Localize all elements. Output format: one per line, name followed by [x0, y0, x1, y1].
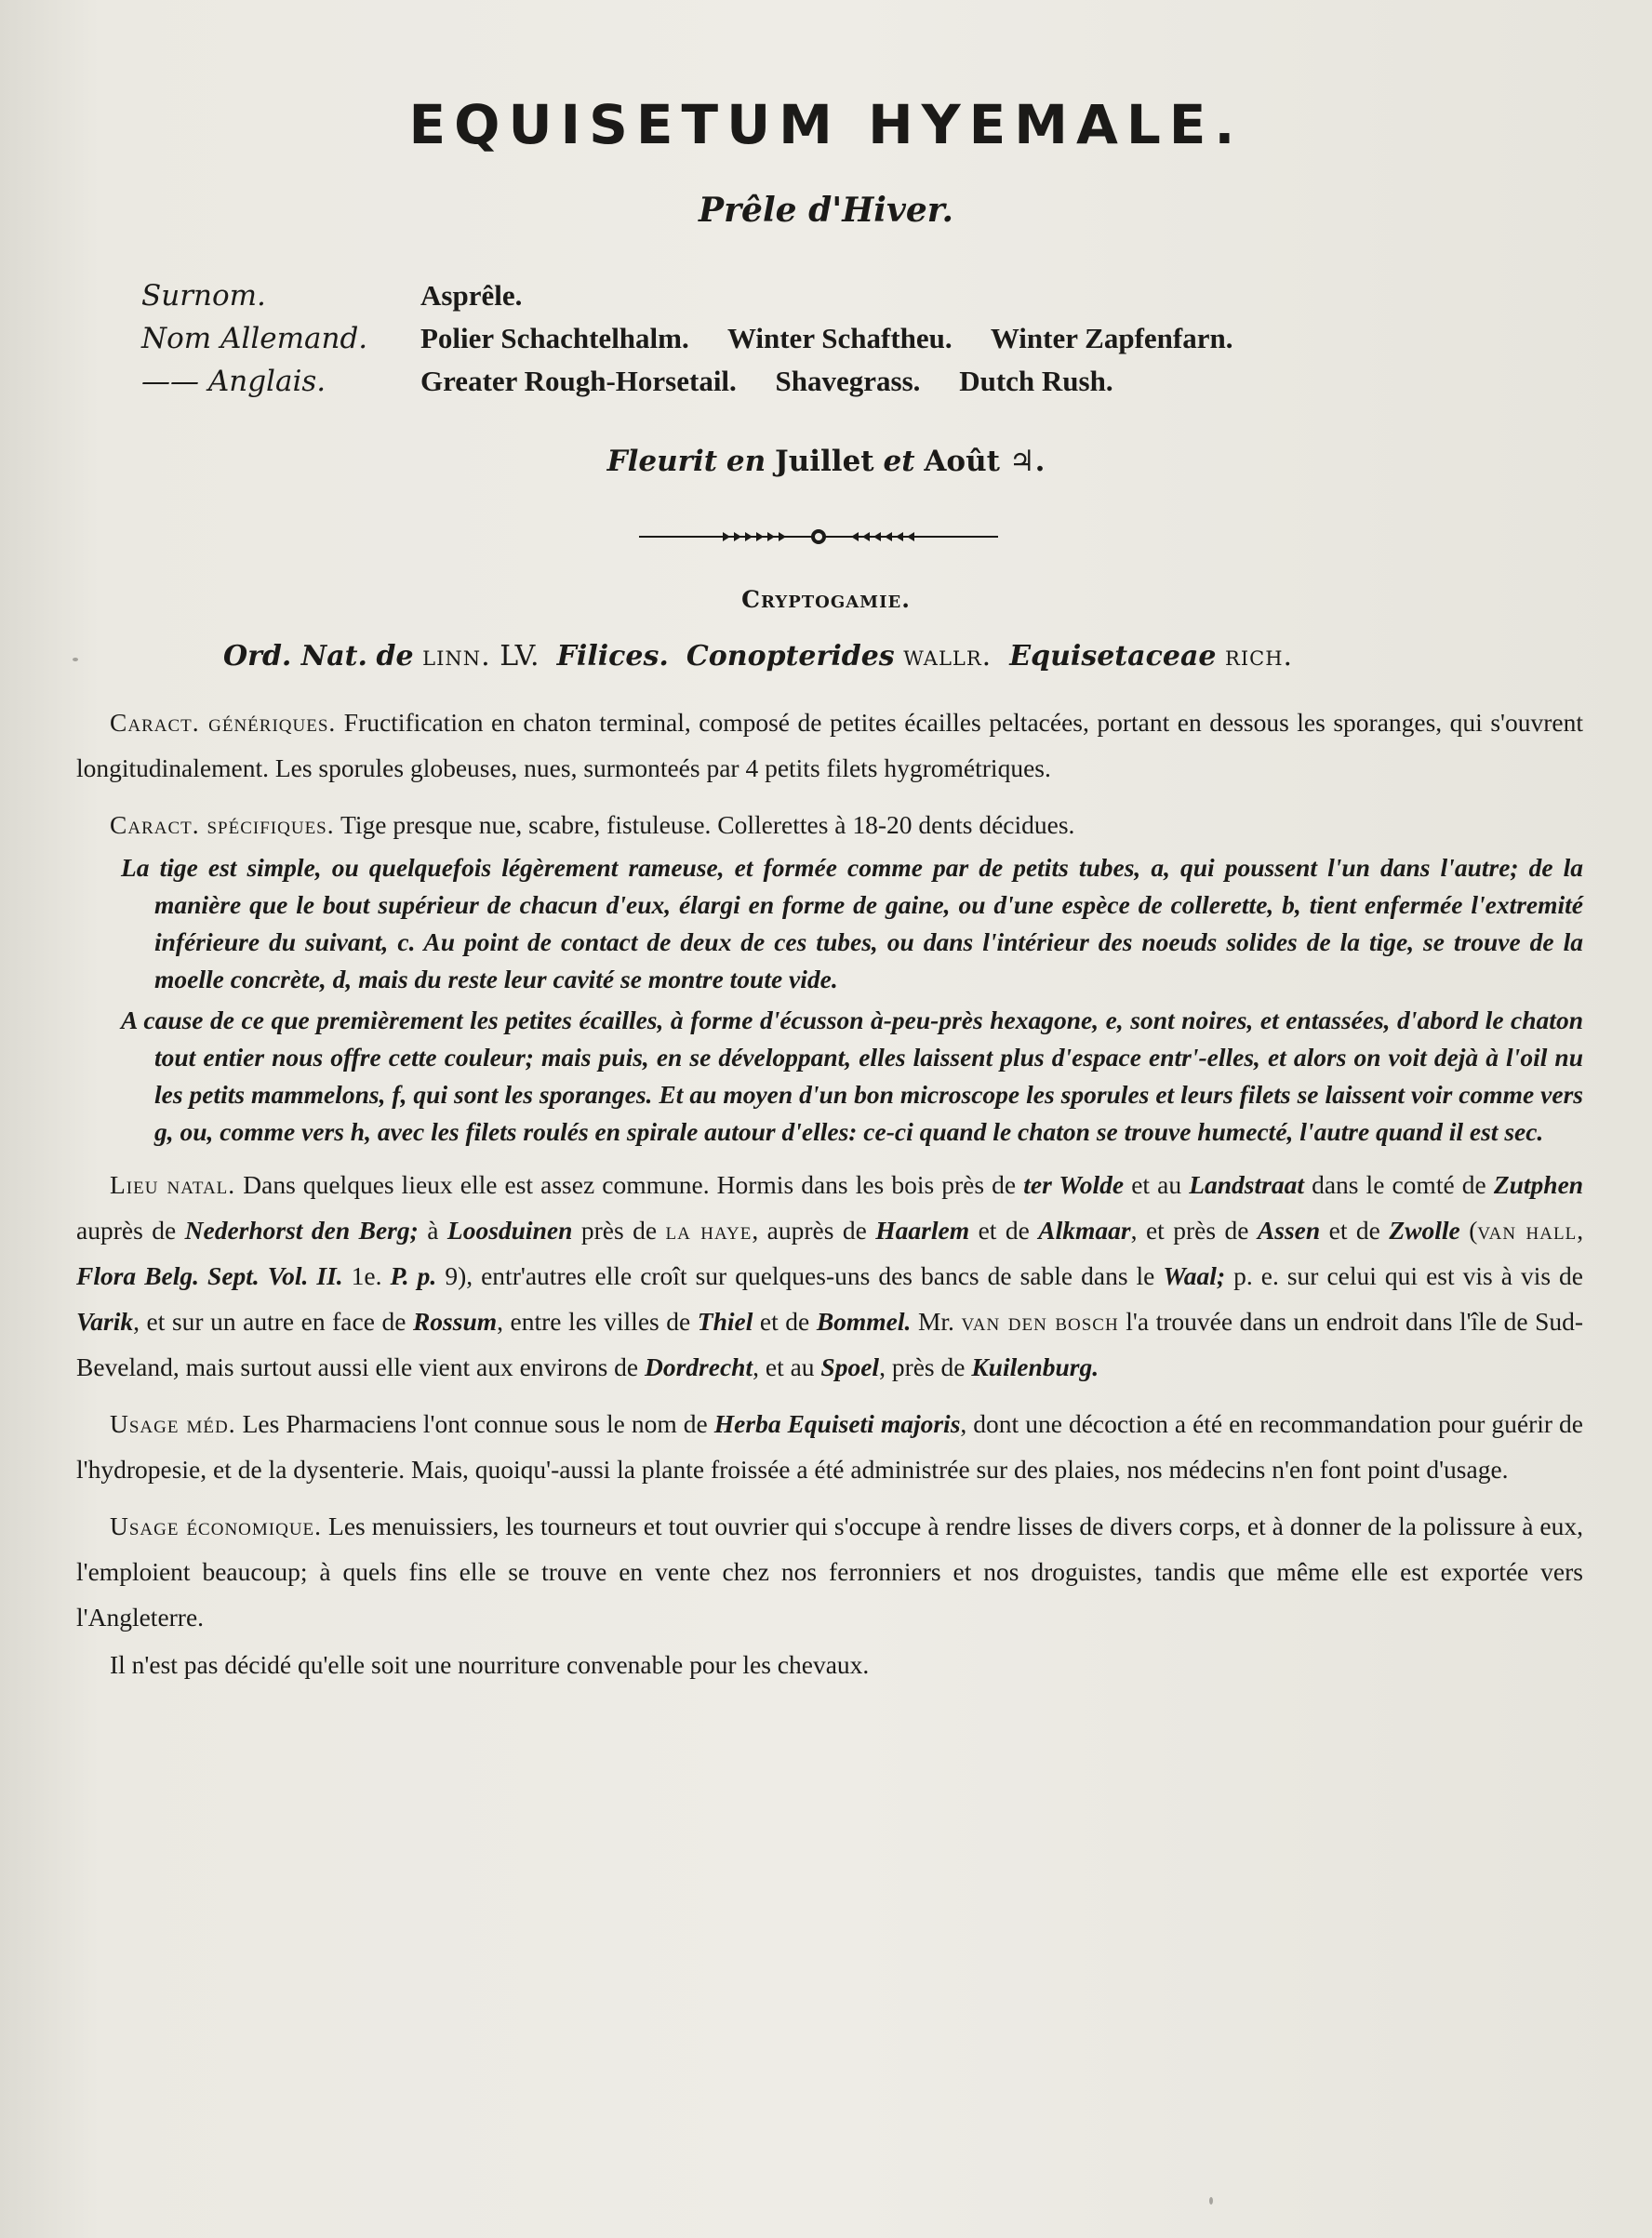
- text-run: près de: [580, 1216, 658, 1245]
- name-value: Shavegrass.: [775, 365, 921, 397]
- place-name: Spoel: [820, 1352, 880, 1381]
- taxon-equisetaceae: Equisetaceae: [1009, 640, 1217, 673]
- names-row: [141, 279, 1537, 322]
- text-run: ,: [1577, 1216, 1584, 1245]
- flowering-month: Août: [924, 445, 1000, 478]
- author-wallr: wallr.: [903, 640, 993, 673]
- economic-use-paragraph: [76, 1503, 1583, 1640]
- place-name: Zutphen: [1493, 1170, 1584, 1199]
- text-run: et de: [1328, 1216, 1380, 1245]
- text-run: 9), entr'autres elle croît sur quelques-uns des bancs de sable dans le: [445, 1261, 1155, 1290]
- paragraph-lead: Caract. spécifiques.: [110, 810, 335, 839]
- author-linn: linn.: [422, 640, 491, 673]
- flowering-prefix: Fleurit: [606, 445, 718, 478]
- names-label: Surnom.: [141, 279, 266, 313]
- flowering-et: et: [883, 445, 915, 478]
- place-name: Assen: [1257, 1216, 1321, 1245]
- reference-title: Flora Belg. Sept. Vol. II.: [76, 1261, 343, 1290]
- generic-characters-paragraph: [76, 699, 1583, 791]
- names-values: [420, 322, 1537, 365]
- text-run: Les Pharmaciens l'ont connue sous le nom de: [242, 1409, 708, 1438]
- drug-name: Herba Equiseti majoris: [713, 1409, 961, 1438]
- description-body: [76, 699, 1583, 1698]
- names-row: [141, 365, 1537, 407]
- text-run: , dont une décoction a été en recommandation pour guérir de l'hydropesie, et de la dysenterie. Mais, quoiqu'-aussi la plante froissée a été administrée sur des plaies, nos médecins n'en font point d'usage.: [76, 1409, 1584, 1484]
- place-name: Haarlem: [875, 1216, 970, 1245]
- place-name: Waal;: [1163, 1261, 1226, 1290]
- place-name: Dordrecht: [644, 1352, 753, 1381]
- text-run: , et près de: [1130, 1216, 1249, 1245]
- name-value: Dutch Rush.: [959, 365, 1113, 397]
- names-label: Nom Allemand.: [141, 322, 368, 355]
- text-run: et de: [978, 1216, 1030, 1245]
- author-name: van den bosch: [961, 1307, 1119, 1336]
- place-name: Bommel.: [816, 1307, 912, 1336]
- place-name: la haye: [665, 1216, 753, 1245]
- names-values: [420, 365, 1537, 407]
- page-title: EQUISETUM HYEMALE.: [408, 93, 1244, 156]
- text-run: et de: [759, 1307, 810, 1336]
- text-run: p. e. sur celui qui est vis à vis de: [1233, 1261, 1584, 1290]
- italic-description-1: La tige est simple, ou quelquefois légèrement rameuse, et formée comme par de petits tubes, a, qui poussent l'un dans l'autre; de la manière que le bout supérieur de chacun d'eux, élargi en forme de gaine, ou d'une espèce de collerette, b, tient enfermée l'extremité inférieure du suivant, c. Au point de contact de deux de ces tubes, ou dans l'intérieur des noeuds solides de la tige, se trouve de la moelle concrète, d, mais du reste leur cavité se montre toute vide.: [121, 853, 1583, 993]
- name-value: Asprêle.: [420, 279, 523, 312]
- paragraph-lead: Usage méd.: [110, 1409, 236, 1438]
- paragraph-lead: Usage économique.: [110, 1512, 323, 1540]
- taxon-conopterides: Conopterides: [686, 640, 895, 673]
- name-value: Greater Rough-Horsetail.: [420, 365, 737, 397]
- names-row: [141, 322, 1537, 365]
- specific-characters-paragraph: [76, 802, 1583, 847]
- natural-order-line: [223, 640, 1525, 673]
- medical-use-paragraph: [76, 1401, 1583, 1492]
- ord-nat-label: Ord. Nat.: [223, 640, 367, 673]
- page-subtitle: Prêle d'Hiver.: [699, 191, 953, 230]
- text-run: (: [1469, 1216, 1478, 1245]
- paragraph-lead: Lieu natal.: [110, 1170, 236, 1199]
- names-label: —— Anglais.: [141, 365, 326, 398]
- text-run: , entre les villes de: [497, 1307, 691, 1336]
- name-value: Polier Schachtelhalm.: [420, 322, 689, 354]
- place-name: Landstraat: [1189, 1170, 1304, 1199]
- text-run: l'a trouvée dans un endroit dans l'île de Sud-Beveland, mais surtout aussi elle vient aux environs de: [76, 1307, 1584, 1381]
- perennial-symbol: ♃.: [1008, 445, 1046, 478]
- paragraph-text: Tige presque nue, scabre, fistuleuse. Collerettes à 18-20 dents décidues.: [340, 810, 1075, 839]
- text-run: et au: [1131, 1170, 1182, 1199]
- place-name: Nederhorst den Berg;: [184, 1216, 419, 1245]
- text-run: auprès de: [76, 1216, 177, 1245]
- place-name: Kuilenburg.: [971, 1352, 1099, 1381]
- taxon-filices: Filices.: [556, 640, 669, 673]
- place-name: Zwolle: [1389, 1216, 1460, 1245]
- name-value: Winter Zapfenfarn.: [990, 322, 1233, 354]
- paragraph-lead: Caract. génériques.: [110, 708, 337, 737]
- common-names-table: [141, 279, 1537, 407]
- text-run: , auprès de: [752, 1216, 867, 1245]
- text-run: , et au: [753, 1352, 815, 1381]
- paragraph-text: Les menuissiers, les tourneurs et tout ouvrier qui s'occupe à rendre lisses de divers corps, et à donner de la polissure à eux, l'emploient beaucoup; à quels fins elle se trouve en vente chez nos ferronniers et nos droguistes, tandis que même elle est exportée vers l'Angleterre.: [76, 1512, 1584, 1632]
- section-heading: Cryptogamie.: [741, 586, 911, 613]
- text-run: 1e.: [351, 1261, 382, 1290]
- place-name: Loosduinen: [446, 1216, 573, 1245]
- habitat-paragraph: [76, 1162, 1583, 1390]
- reference-page: P. p.: [390, 1261, 437, 1290]
- ord-nat-de: de: [376, 640, 414, 673]
- ink-speck: [1209, 2197, 1213, 2205]
- paragraph-text: Fructification en chaton terminal, composé de petites écailles peltacées, portant en dessous les sporanges, qui s'ouvrent longitudinalement. Les sporules globeuses, nues, surmonteés par 4 petits filets hygrométriques.: [76, 708, 1583, 782]
- ink-speck: [73, 658, 78, 661]
- flowering-en: en: [726, 445, 766, 478]
- place-name: Alkmaar: [1038, 1216, 1131, 1245]
- name-value: Winter Schaftheu.: [726, 322, 953, 354]
- text-run: Mr.: [917, 1307, 954, 1336]
- author-rich: rich.: [1225, 640, 1294, 673]
- ornamental-rule: [639, 526, 998, 547]
- text-run: à: [427, 1216, 439, 1245]
- closing-paragraph: Il n'est pas décidé qu'elle soit une nourriture convenable pour les chevaux.: [110, 1650, 870, 1679]
- place-name: Varik: [76, 1307, 134, 1336]
- order-number: LV.: [500, 640, 540, 673]
- place-name: ter Wolde: [1023, 1170, 1125, 1199]
- place-name: Rossum: [412, 1307, 498, 1336]
- place-name: Thiel: [697, 1307, 753, 1336]
- flowering-month: Juillet: [775, 445, 874, 478]
- names-values: [420, 279, 1537, 322]
- text-run: , près de: [879, 1352, 966, 1381]
- flowering-line: [0, 445, 1652, 478]
- italic-description-2: A cause de ce que premièrement les petites écailles, à forme d'écusson à-peu-près hexagone, e, sont noires, et entassées, d'abord le chaton tout entier nous offre cette couleur; mais puis, en se développant, elles laissent plus d'espace entr'-elles, et alors on voit dejà à l'oil nu les petits mammelons, f, qui sont les sporanges. Et au moyen d'un bon microscope les sporules et leurs filets se laissent voir comme vers g, ou, comme vers h, avec les filets roulés en spirale autour d'elles: ce-ci quand le chaton se trouve humecté, l'autre quand il est sec.: [121, 1006, 1583, 1146]
- text-run: , et sur un autre en face de: [133, 1307, 406, 1336]
- author-name: van hall: [1477, 1216, 1578, 1245]
- text-run: Dans quelques lieux elle est assez commune. Hormis dans les bois près de: [243, 1170, 1017, 1199]
- text-run: dans le comté de: [1312, 1170, 1486, 1199]
